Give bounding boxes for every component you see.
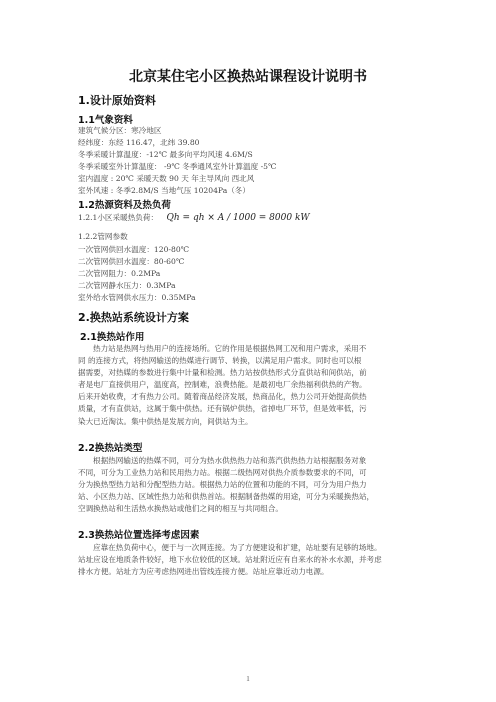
section-1-2-heading: 1.2热源资料及热负荷 xyxy=(78,200,171,211)
section-2-1-paragraph xyxy=(78,343,428,428)
weather-line: 冬季采暖计算温度：-12℃ 最多向平均风速 4.6M/S xyxy=(78,150,253,159)
section-2-3-paragraph xyxy=(78,542,428,578)
heat-load-formula: Qh = qh × A / 1000 = 8000 kW xyxy=(166,213,310,223)
paragraph-line: 同 的连接方式，将热网输送的热媒进行调节、转换，以满足用户需求。同时也可以根 xyxy=(78,356,362,366)
paragraph-line: 空调换热站和生活热水换热站或他们之间的相互与共同组合。 xyxy=(78,504,284,514)
heat-load-label: 1.2.1小区采暖热负荷： xyxy=(78,213,159,222)
section-2-3-heading: 2.3换热站位置选择考虑因素 xyxy=(78,530,200,541)
paragraph-line: 站、小区热力站、区域性热力站和供热首站。根据制备热媒的用途，可分为采暖换热站， xyxy=(78,492,375,502)
weather-line: 室内温度 : 20℃ 采暖天数 90 天 年主导风向 西北风 xyxy=(78,174,255,183)
section-2-1-heading: 2.1换热站作用 xyxy=(80,332,145,343)
paragraph-line: 后来开始收费，才有热力公司。随着商品经济发展，热商品化，热力公司开始提高供热 xyxy=(78,392,367,402)
page-number: 1 xyxy=(246,675,250,683)
section-2-2-heading: 2.2换热站类型 xyxy=(78,443,143,454)
section-2-2-paragraph xyxy=(78,455,428,515)
weather-line: 冬季采暖室外计算温度： -9℃ 冬季通风室外计算温度 -5℃ xyxy=(78,162,277,171)
section-1-1-heading: 1.1气象资料 xyxy=(78,115,133,126)
pipe-param-line: 二次管网静水压力：0.3MPa xyxy=(78,281,176,290)
paragraph-line: 根据热网输送的热媒不同，可分为热水供热热力站和蒸汽供热热力站根据服务对象 xyxy=(93,456,367,465)
paragraph-line: 据需要，对热媒的参数进行集中计量和检测。热力站按供热形式分直供站和间供站，前 xyxy=(78,368,367,378)
paragraph-line: 分为换热型热力站和分配型热力站。根据热力站的位置和功能的不同，可分为用户热力 xyxy=(78,480,367,490)
pipe-param-line: 二次管网阻力：0.2MPa xyxy=(78,269,161,278)
weather-line: 经纬度：东经 116.47，北纬 39.80 xyxy=(78,138,200,147)
pipe-param-line: 一次管网供回水温度：120-80℃ xyxy=(78,245,190,254)
weather-line: 室外风速 : 冬季2.8M/S 当地气压 10204Pa（冬） xyxy=(78,186,250,195)
paragraph-line: 应靠在热负荷中心，便于与一次网连接。为了方便建设和扩建，站址要有足够的场地。 xyxy=(93,543,382,552)
paragraph-line: 染大已近淘汰。集中供热是发展方向，间供站为主。 xyxy=(78,416,253,426)
section-2-heading: 2.换热站系统设计方案 xyxy=(78,311,189,324)
heat-load-line xyxy=(78,212,310,223)
paragraph-line: 热力站是热网与热用户的连接场所。它的作用是根据热网工况和用户需求，采用不 xyxy=(93,344,367,353)
document-title: 北京某住宅小区换热站课程设计说明书 xyxy=(129,69,367,85)
pipe-params-subheading: 1.2.2管网参数 xyxy=(78,232,128,241)
pipe-param-line: 二次管网供回水温度：80-60℃ xyxy=(78,257,185,266)
section-1-heading: 1.设计原始资料 xyxy=(78,94,156,107)
paragraph-line: 排水方便。站址方为应考虑热网进出管线连接方便。站址应靠近动力电源。 xyxy=(78,567,329,577)
weather-line: 建筑气候分区：寒冷地区 xyxy=(78,126,162,135)
paragraph-line: 不同，可分为工业热力站和民用热力站。根据二级热网对供热介质参数要求的不同，可 xyxy=(78,468,367,478)
paragraph-line: 者是电厂直接供用户，温度高，控制难，浪费热能。是最初电厂余热福利供热的产物。 xyxy=(78,380,367,390)
pipe-param-line: 室外给水管网供水压力：0.35MPa xyxy=(78,293,196,302)
paragraph-line: 站址应设在地质条件较好，地下水位较低的区域。站址附近应有自来水的补水水源，并考虑 xyxy=(78,555,382,565)
paragraph-line: 质量，才有直供站，这属于集中供热。还有锅炉供热，省掉电厂环节，但是效率低，污 xyxy=(78,404,367,414)
